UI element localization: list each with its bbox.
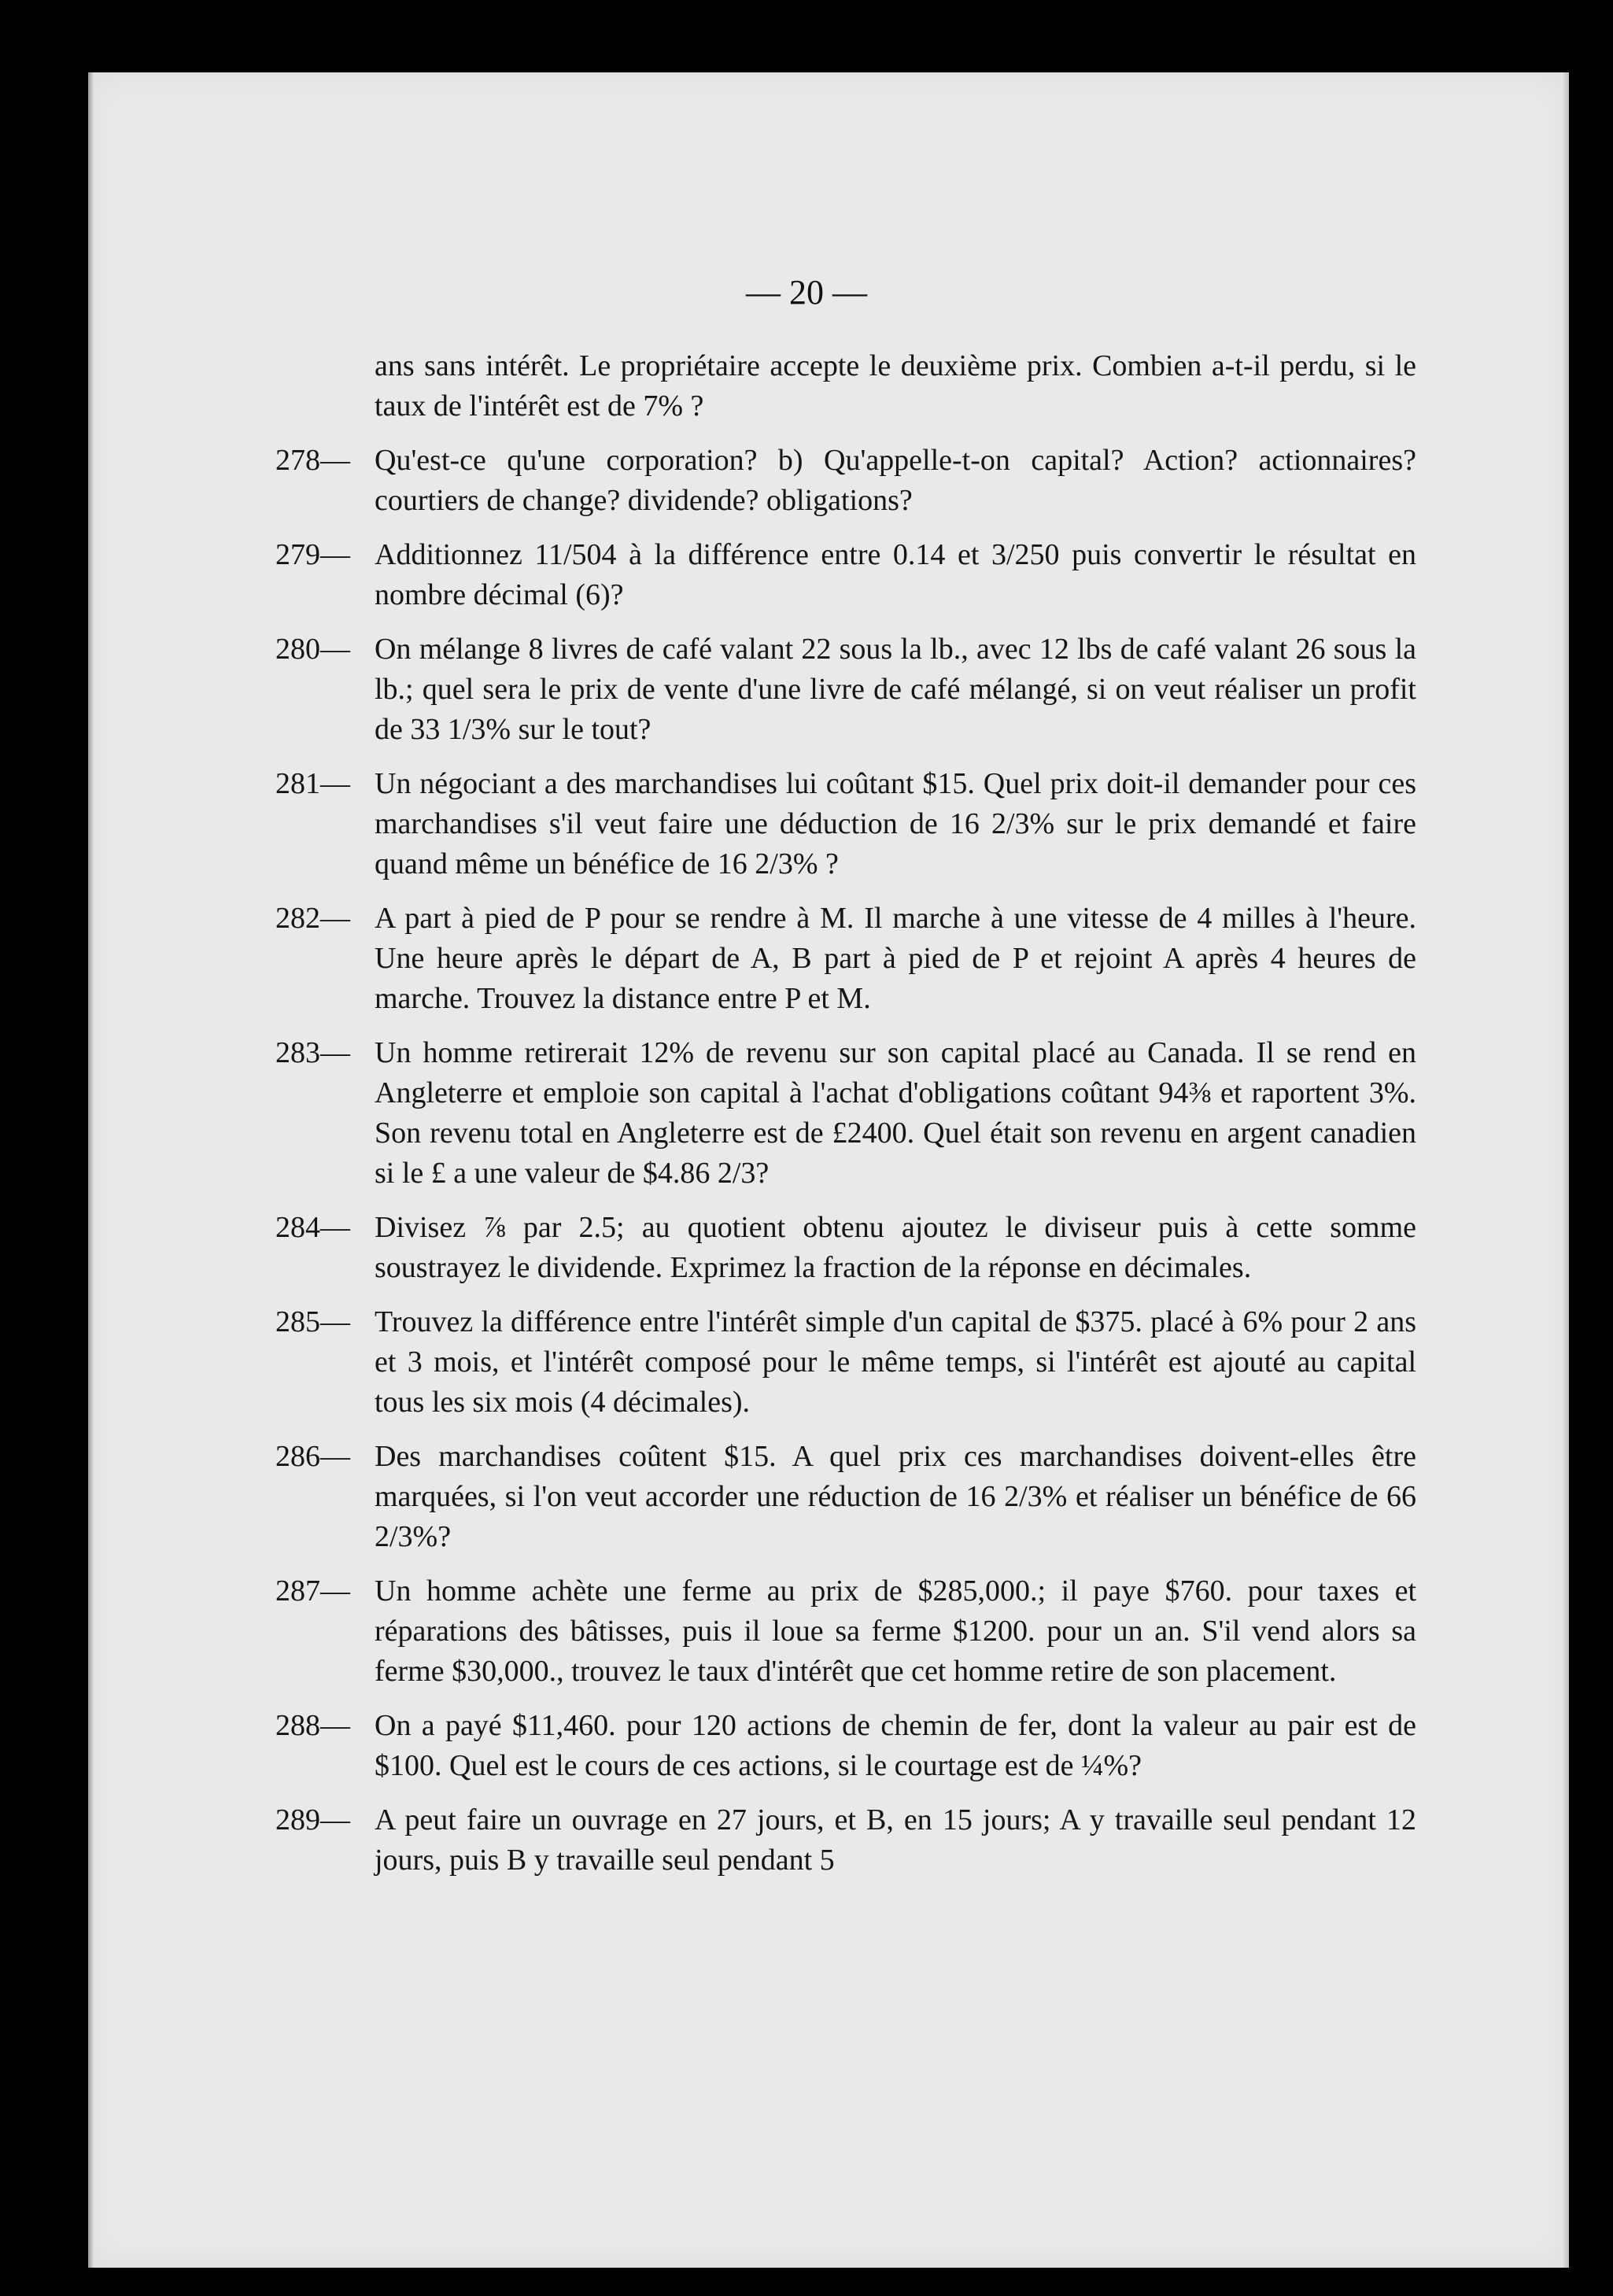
problem-285 bbox=[275, 1302, 1416, 1423]
problem-279 bbox=[275, 535, 1416, 615]
problem-number: 286— bbox=[275, 1440, 350, 1473]
problem-286 bbox=[275, 1437, 1416, 1557]
problem-280 bbox=[275, 629, 1416, 750]
problem-text: Des marchandises coûtent $15. A quel prix ces marchandises doivent-elles être marquées, si l'on veut accorder une réduction de 16 2/3% et réaliser un bénéfice de 66 2/3%? bbox=[375, 1440, 1416, 1553]
problem-text: A peut faire un ouvrage en 27 jours, et B, en 15 jours; A y travaille seul pendant 12 jours, puis B y travaille seul pendant 5 bbox=[375, 1803, 1416, 1877]
problem-number: 279— bbox=[275, 538, 350, 571]
problem-284 bbox=[275, 1208, 1416, 1288]
problem-text: On mélange 8 livres de café valant 22 sous la lb., avec 12 lbs de café valant 26 sous la lb.; quel sera le prix de vente d'une livre de café mélangé, si on veut réaliser un profit de 33 1/3% sur le tout? bbox=[375, 633, 1416, 746]
problem-number: 281— bbox=[275, 767, 350, 800]
problem-number: 278— bbox=[275, 444, 350, 477]
problem-number: 285— bbox=[275, 1305, 350, 1338]
problem-text: On a payé $11,460. pour 120 actions de chemin de fer, dont la valeur au pair est de $100. Quel est le cours de ces actions, si le courtage est de ¼%? bbox=[375, 1709, 1416, 1782]
problem-278 bbox=[275, 441, 1416, 521]
continued-text: ans sans intérêt. Le propriétaire accepte le deuxième prix. Combien a-t-il perdu, si le taux de l'intérêt est de 7% ? bbox=[375, 349, 1416, 423]
problem-282 bbox=[275, 899, 1416, 1019]
problem-text: Un négociant a des marchandises lui coûtant $15. Quel prix doit-il demander pour ces marchandises s'il veut faire une déduction de 16 2/3% sur le prix demandé et faire quand même un bénéfice de 16 2/3% ? bbox=[375, 767, 1416, 880]
problem-number: 288— bbox=[275, 1709, 350, 1742]
problem-text: Un homme retirerait 12% de revenu sur son capital placé au Canada. Il se rend en Angleterre et emploie son capital à l'achat d'obligations coûtant 94⅜ et raportent 3%. Son revenu total en Angleterre est de £2400. Quel était son revenu en argent canadien si le £ a une valeur de $4.86 2/3? bbox=[375, 1036, 1416, 1190]
problem-text: Un homme achète une ferme au prix de $285,000.; il paye $760. pour taxes et réparations des bâtisses, puis il loue sa ferme $1200. pour un an. S'il vend alors sa ferme $30,000., trouvez le taux d'intérêt que cet homme retire de son placement. bbox=[375, 1574, 1416, 1688]
problem-number: 280— bbox=[275, 633, 350, 666]
page-edge-left bbox=[88, 72, 94, 2268]
problem-text: Qu'est-ce qu'une corporation? b) Qu'appelle-t-on capital? Action? actionnaires? courtiers de change? dividende? obligations? bbox=[375, 444, 1416, 517]
problem-number: 283— bbox=[275, 1036, 350, 1069]
problem-number: 284— bbox=[275, 1211, 350, 1244]
page-edge-right bbox=[1561, 72, 1569, 2268]
problem-text: Divisez ⅞ par 2.5; au quotient obtenu ajoutez le diviseur puis à cette somme soustrayez le dividende. Exprimez la fraction de la réponse en décimales. bbox=[375, 1211, 1416, 1284]
problem-289 bbox=[275, 1800, 1416, 1881]
problem-number: 289— bbox=[275, 1803, 350, 1836]
problem-287 bbox=[275, 1571, 1416, 1692]
problem-281 bbox=[275, 764, 1416, 884]
problem-text: Additionnez 11/504 à la différence entre 0.14 et 3/250 puis convertir le résultat en nombre décimal (6)? bbox=[375, 538, 1416, 611]
problem-288 bbox=[275, 1706, 1416, 1786]
problem-text: Trouvez la différence entre l'intérêt simple d'un capital de $375. placé à 6% pour 2 ans et 3 mois, et l'intérêt composé pour le même temps, si l'intérêt est ajouté au capital tous les six mois (4 décimales). bbox=[375, 1305, 1416, 1419]
problem-number: 282— bbox=[275, 902, 350, 935]
problem-list bbox=[275, 346, 1416, 1895]
problem-text: A part à pied de P pour se rendre à M. Il marche à une vitesse de 4 milles à l'heure. Une heure après le départ de A, B part à pied de P et rejoint A après 4 heures de marche. Trouvez la distance entre P et M. bbox=[375, 902, 1416, 1015]
problem-number: 287— bbox=[275, 1574, 350, 1608]
problem-283 bbox=[275, 1033, 1416, 1194]
page-number: — 20 — bbox=[746, 273, 867, 312]
